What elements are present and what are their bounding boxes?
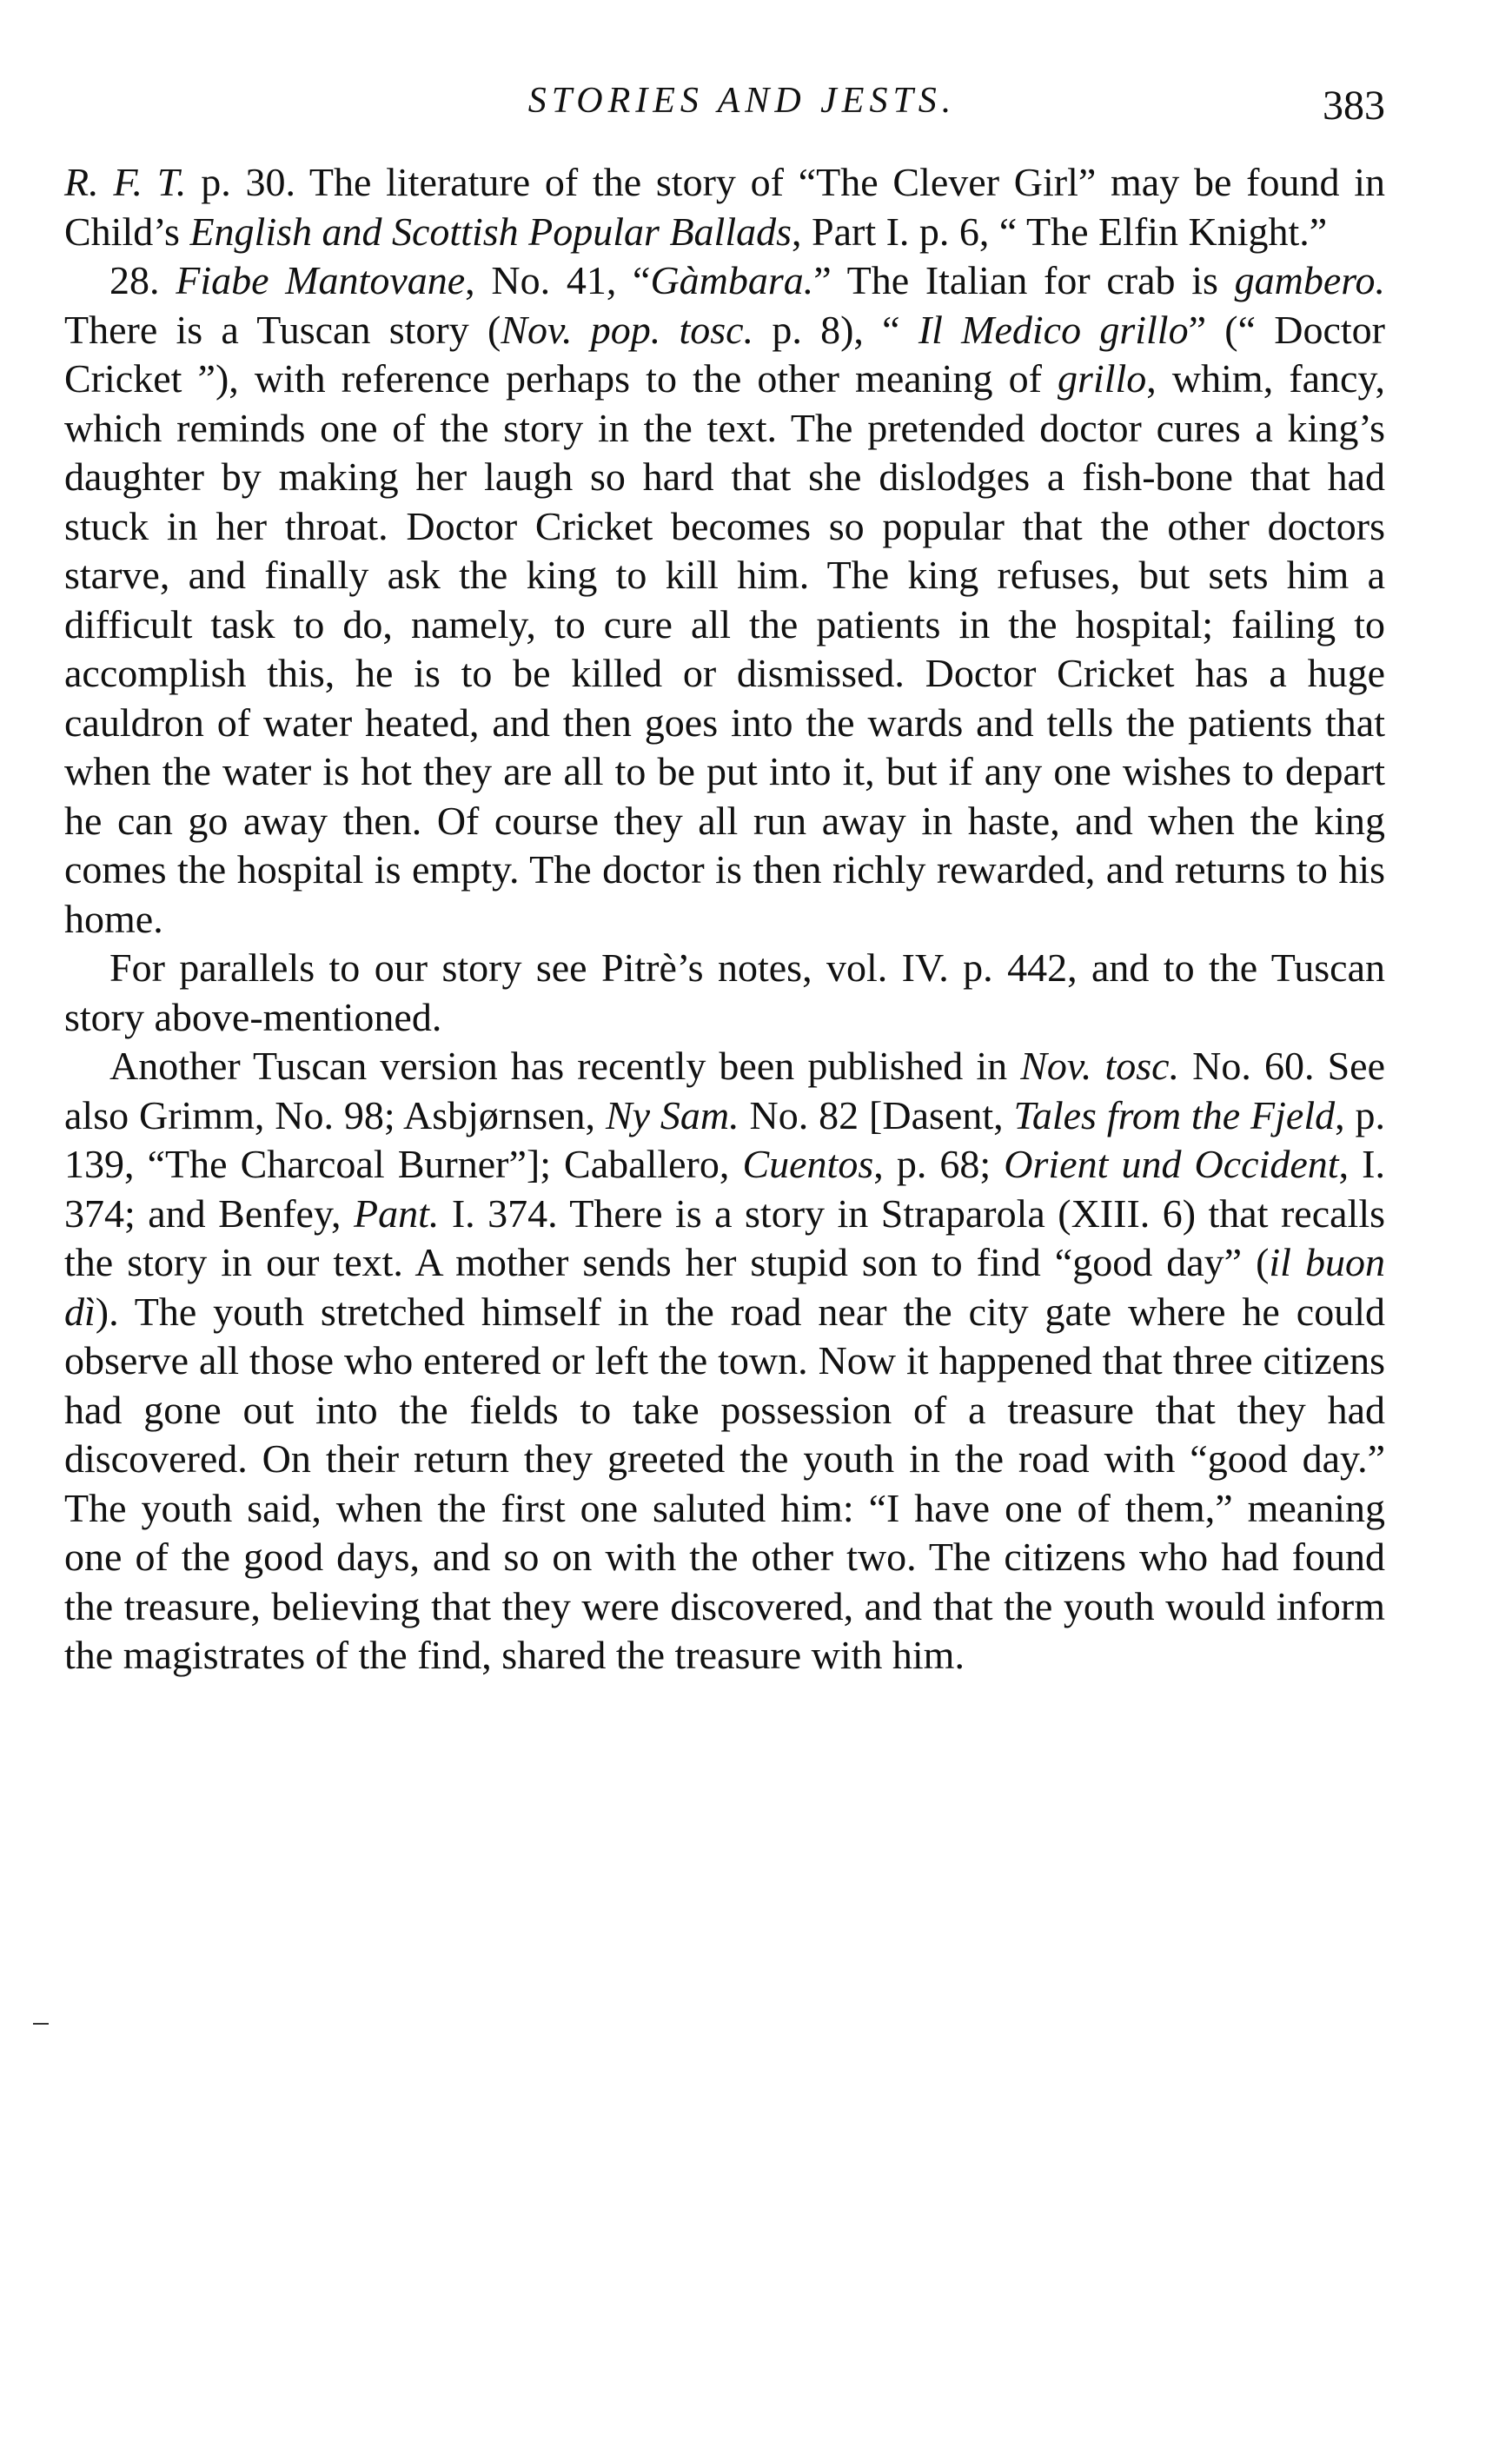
italic-run: gambero. <box>1234 258 1385 302</box>
italic-run: Orient und Occident <box>1004 1142 1339 1186</box>
margin-dash <box>33 2023 49 2025</box>
text-run: ” (“ Doctor Cricket ”), with reference perhaps to the other meaning of <box>64 307 1385 401</box>
text-run: , whim, fancy, which reminds one of the story in the text. The pretended doctor cures a king’s daughter by making her laugh so hard that she dislodges a fish-bone that had stuck in her throat. Doctor Cricket becomes so popular that the other doctors starve, and finally ask the king to kill him. The king refuses, but sets him a difficult task to do, namely, to cure all the patients in the hospital; failing to accomplish this, he is to be killed or dismissed. Doctor Cricket has a huge cauldron of water heated, and then goes into the wards and tells the patients that when the water is hot they are all to be put into it, but if any one wishes to depart he can go away then. Of course they all run away in haste, and when the king comes the hospital is empty. The doctor is then richly rewarded, and returns to his home. <box>64 356 1385 941</box>
text-run: , Part I. p. 6, “ The Elfin Knight.” <box>792 209 1328 254</box>
running-title: STORIES AND JESTS. <box>527 81 957 121</box>
italic-run: Pant. <box>353 1190 440 1236</box>
italic-run: Nov. tosc. <box>1020 1044 1180 1088</box>
text-run: p. 30. The literature of the story of “The Clever Girl” may be found in Child’s <box>64 160 1385 254</box>
text-run: Another Tuscan version has recently been published in <box>109 1044 1021 1088</box>
italic-run: English and Scottish Popular Ballads <box>189 209 792 254</box>
italic-run: Nov. pop. tosc. <box>501 307 754 352</box>
text-run: , p. 68; <box>873 1142 1005 1186</box>
italic-run: Gàmbara. <box>650 258 814 302</box>
italic-run: Fiabe Mantovane <box>176 258 466 302</box>
text-run: ). The youth stretched himself in the road near the city gate where he could observe all those who entered or left the town. Now it happened that three citizens had gone out into the fields to take possession of a treasure that they had discovered. On their return they greeted the youth in the road with “good day.” The youth said, when the first one saluted him: “I have one of them,” meaning one of the good days, and so on with the other two. The citizens who had found the treasure, believing that they were discovered, and that the youth would inform the magistrates of the find, shared the treasure with him. <box>64 1289 1385 1677</box>
text-run: No. 82 [Dasent, <box>739 1092 1014 1137</box>
text-run: , p. 139, “The Charcoal Burner”]; Caballero, <box>64 1092 1385 1186</box>
paragraph-parallels <box>64 944 1385 1042</box>
running-head <box>64 80 1385 132</box>
page-number: 383 <box>1323 83 1385 129</box>
text-run: p. 8), “ <box>753 307 918 352</box>
text-run: ” The Italian for crab is <box>813 258 1235 302</box>
italic-run: Cuentos <box>742 1142 874 1186</box>
italic-run: Il Medico grillo <box>918 307 1189 352</box>
italic-run: Tales from the Fjeld <box>1013 1092 1336 1137</box>
paragraph-note-28 <box>64 256 1385 944</box>
italic-run: R. F. T. <box>64 160 187 204</box>
text-run: For parallels to our story see Pitrè’s notes, vol. IV. p. 442, and to the Tuscan story above-mentioned. <box>64 945 1385 1039</box>
text-run: I. 374. There is a story in Straparola (XIII. 6) that recalls the story in our text. A mother sends her stupid son to find “good day” ( <box>64 1190 1386 1284</box>
italic-run: grillo <box>1058 356 1147 401</box>
text-run: 28. <box>109 258 176 302</box>
text-run: There is a Tuscan story ( <box>64 307 501 352</box>
body-text <box>64 158 1385 1681</box>
paragraph-rft-note <box>64 158 1385 256</box>
paragraph-another-version <box>64 1042 1385 1681</box>
text-run: No. 60. See also Grimm, No. 98; Asbjørnsen, <box>64 1044 1385 1137</box>
italic-run: il buon dì <box>64 1240 1385 1334</box>
text-run: , I. 374; and Benfey, <box>64 1142 1385 1236</box>
italic-run: Ny Sam. <box>605 1092 739 1137</box>
text-run: , No. 41, “ <box>465 258 651 302</box>
